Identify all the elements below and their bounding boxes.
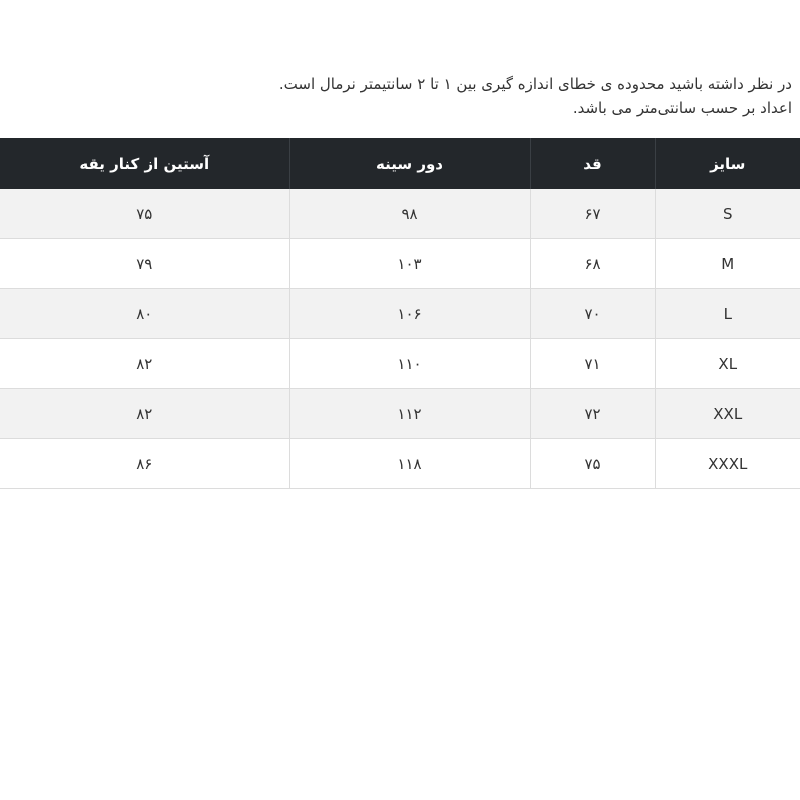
cell-chest: ۱۰۳ [289,239,530,289]
cell-sleeve: ۷۵ [0,189,289,239]
note-units: اعداد بر حسب سانتی‌متر می باشد. [572,99,792,117]
note-error-margin: در نظر داشته باشید محدوده ی خطای اندازه گیری بین ۱ تا ۲ سانتیمتر نرمال است. [278,75,792,93]
measurement-notes [12,72,792,120]
cell-chest: ۹۸ [289,189,530,239]
cell-height: ۷۵ [530,439,655,489]
table-row [0,239,800,289]
size-chart-table [0,138,800,489]
cell-sleeve: ۸۲ [0,339,289,389]
header-chest: دور سینه [289,138,530,189]
cell-size: XXL [655,389,800,439]
cell-size: S [655,189,800,239]
cell-chest: ۱۱۲ [289,389,530,439]
cell-chest: ۱۱۰ [289,339,530,389]
cell-height: ۷۱ [530,339,655,389]
cell-chest: ۱۰۶ [289,289,530,339]
cell-size: L [655,289,800,339]
cell-sleeve: ۸۶ [0,439,289,489]
cell-height: ۶۸ [530,239,655,289]
cell-height: ۷۰ [530,289,655,339]
header-height: قد [530,138,655,189]
table-header-row [0,138,800,189]
cell-size: M [655,239,800,289]
table-row [0,189,800,239]
cell-size: XXXL [655,439,800,489]
cell-sleeve: ۷۹ [0,239,289,289]
cell-sleeve: ۸۰ [0,289,289,339]
cell-chest: ۱۱۸ [289,439,530,489]
cell-height: ۷۲ [530,389,655,439]
table-row [0,289,800,339]
table-row [0,339,800,389]
cell-height: ۶۷ [530,189,655,239]
table-row [0,439,800,489]
cell-size: XL [655,339,800,389]
header-sleeve: آستین از کنار یقه [0,138,289,189]
table-row [0,389,800,439]
header-size: سایز [655,138,800,189]
cell-sleeve: ۸۲ [0,389,289,439]
